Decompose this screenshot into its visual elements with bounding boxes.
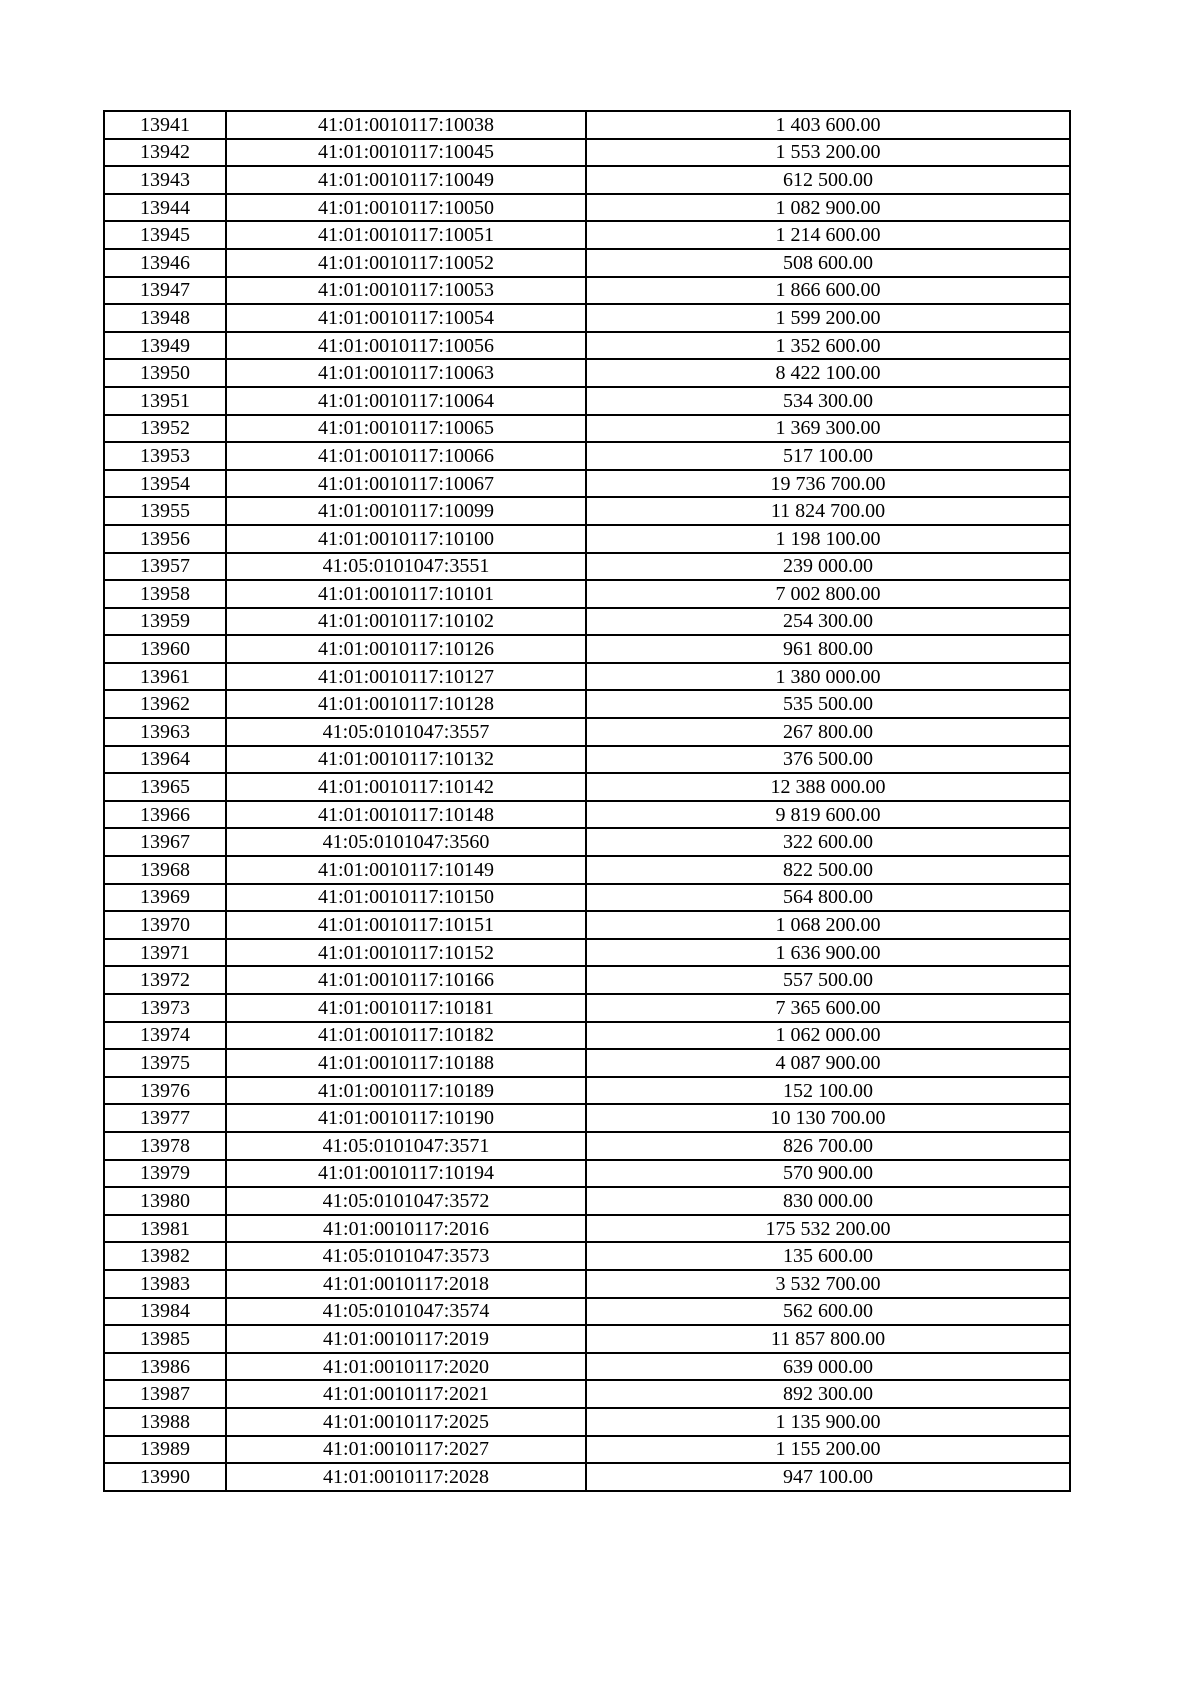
cadastral-number-cell: 41:01:0010117:10102	[226, 608, 586, 636]
value-cell: 557 500.00	[586, 966, 1070, 994]
value-cell: 1 636 900.00	[586, 939, 1070, 967]
row-number-cell: 13974	[104, 1022, 226, 1050]
cadastral-number-cell: 41:05:0101047:3551	[226, 553, 586, 581]
value-cell: 10 130 700.00	[586, 1104, 1070, 1132]
cadastral-number-cell: 41:01:0010117:10148	[226, 801, 586, 829]
table-row	[104, 1298, 1070, 1326]
value-cell: 1 082 900.00	[586, 194, 1070, 222]
table-row	[104, 690, 1070, 718]
cadastral-number-cell: 41:01:0010117:2018	[226, 1270, 586, 1298]
value-cell: 1 214 600.00	[586, 221, 1070, 249]
table-row	[104, 1187, 1070, 1215]
table-row	[104, 1436, 1070, 1464]
row-number-cell: 13948	[104, 304, 226, 332]
value-cell: 822 500.00	[586, 856, 1070, 884]
cadastral-number-cell: 41:01:0010117:10049	[226, 166, 586, 194]
cadastral-number-cell: 41:01:0010117:10126	[226, 635, 586, 663]
value-cell: 11 857 800.00	[586, 1325, 1070, 1353]
cadastral-number-cell: 41:01:0010117:10052	[226, 249, 586, 277]
row-number-cell: 13990	[104, 1463, 226, 1491]
table-row	[104, 663, 1070, 691]
row-number-cell: 13981	[104, 1215, 226, 1243]
value-cell: 830 000.00	[586, 1187, 1070, 1215]
cadastral-number-cell: 41:01:0010117:2020	[226, 1353, 586, 1381]
row-number-cell: 13977	[104, 1104, 226, 1132]
value-cell: 1 866 600.00	[586, 277, 1070, 305]
cadastral-number-cell: 41:01:0010117:2027	[226, 1436, 586, 1464]
value-cell: 3 532 700.00	[586, 1270, 1070, 1298]
table-row	[104, 1408, 1070, 1436]
cadastral-number-cell: 41:01:0010117:10050	[226, 194, 586, 222]
row-number-cell: 13970	[104, 911, 226, 939]
cadastral-number-cell: 41:01:0010117:10182	[226, 1022, 586, 1050]
row-number-cell: 13966	[104, 801, 226, 829]
value-cell: 508 600.00	[586, 249, 1070, 277]
table-row	[104, 249, 1070, 277]
row-number-cell: 13980	[104, 1187, 226, 1215]
row-number-cell: 13968	[104, 856, 226, 884]
table-row	[104, 1353, 1070, 1381]
table-body	[104, 111, 1070, 1491]
value-cell: 1 068 200.00	[586, 911, 1070, 939]
row-number-cell: 13951	[104, 387, 226, 415]
table-row	[104, 304, 1070, 332]
row-number-cell: 13972	[104, 966, 226, 994]
cadastral-number-cell: 41:01:0010117:10132	[226, 746, 586, 774]
value-cell: 9 819 600.00	[586, 801, 1070, 829]
cadastral-number-cell: 41:01:0010117:10054	[226, 304, 586, 332]
table-row	[104, 1077, 1070, 1105]
table-row	[104, 1380, 1070, 1408]
table-row	[104, 773, 1070, 801]
cadastral-number-cell: 41:01:0010117:10064	[226, 387, 586, 415]
cadastral-number-cell: 41:01:0010117:10045	[226, 139, 586, 167]
row-number-cell: 13955	[104, 497, 226, 525]
row-number-cell: 13952	[104, 415, 226, 443]
cadastral-number-cell: 41:01:0010117:10056	[226, 332, 586, 360]
table-row	[104, 194, 1070, 222]
row-number-cell: 13947	[104, 277, 226, 305]
row-number-cell: 13956	[104, 525, 226, 553]
table-row	[104, 939, 1070, 967]
value-cell: 826 700.00	[586, 1132, 1070, 1160]
row-number-cell: 13944	[104, 194, 226, 222]
row-number-cell: 13945	[104, 221, 226, 249]
table-row	[104, 415, 1070, 443]
table-row	[104, 1132, 1070, 1160]
row-number-cell: 13971	[104, 939, 226, 967]
cadastral-number-cell: 41:05:0101047:3557	[226, 718, 586, 746]
row-number-cell: 13979	[104, 1160, 226, 1188]
value-cell: 961 800.00	[586, 635, 1070, 663]
row-number-cell: 13959	[104, 608, 226, 636]
value-cell: 612 500.00	[586, 166, 1070, 194]
row-number-cell: 13962	[104, 690, 226, 718]
table-row	[104, 166, 1070, 194]
table-row	[104, 911, 1070, 939]
value-cell: 8 422 100.00	[586, 359, 1070, 387]
cadastral-number-cell: 41:01:0010117:10066	[226, 442, 586, 470]
row-number-cell: 13961	[104, 663, 226, 691]
cadastral-number-cell: 41:01:0010117:10128	[226, 690, 586, 718]
value-cell: 7 365 600.00	[586, 994, 1070, 1022]
cadastral-number-cell: 41:01:0010117:10166	[226, 966, 586, 994]
value-cell: 1 155 200.00	[586, 1436, 1070, 1464]
table-row	[104, 277, 1070, 305]
cadastral-number-cell: 41:01:0010117:10188	[226, 1049, 586, 1077]
value-cell: 254 300.00	[586, 608, 1070, 636]
table-row	[104, 580, 1070, 608]
table-row	[104, 1325, 1070, 1353]
value-cell: 1 352 600.00	[586, 332, 1070, 360]
row-number-cell: 13983	[104, 1270, 226, 1298]
cadastral-number-cell: 41:01:0010117:10142	[226, 773, 586, 801]
value-cell: 19 736 700.00	[586, 470, 1070, 498]
value-cell: 534 300.00	[586, 387, 1070, 415]
value-cell: 12 388 000.00	[586, 773, 1070, 801]
row-number-cell: 13988	[104, 1408, 226, 1436]
table-row	[104, 718, 1070, 746]
cadastral-number-cell: 41:05:0101047:3571	[226, 1132, 586, 1160]
table-row	[104, 994, 1070, 1022]
row-number-cell: 13965	[104, 773, 226, 801]
row-number-cell: 13967	[104, 828, 226, 856]
cadastral-number-cell: 41:01:0010117:10190	[226, 1104, 586, 1132]
value-cell: 562 600.00	[586, 1298, 1070, 1326]
row-number-cell: 13986	[104, 1353, 226, 1381]
row-number-cell: 13989	[104, 1436, 226, 1464]
value-cell: 517 100.00	[586, 442, 1070, 470]
row-number-cell: 13987	[104, 1380, 226, 1408]
table-row	[104, 553, 1070, 581]
cadastral-number-cell: 41:01:0010117:10181	[226, 994, 586, 1022]
value-cell: 1 198 100.00	[586, 525, 1070, 553]
table-row	[104, 139, 1070, 167]
row-number-cell: 13950	[104, 359, 226, 387]
table-row	[104, 1022, 1070, 1050]
cadastral-number-cell: 41:01:0010117:10053	[226, 277, 586, 305]
cadastral-number-cell: 41:05:0101047:3560	[226, 828, 586, 856]
table-row	[104, 442, 1070, 470]
table-row	[104, 1463, 1070, 1491]
value-cell: 570 900.00	[586, 1160, 1070, 1188]
value-cell: 1 062 000.00	[586, 1022, 1070, 1050]
cadastral-number-cell: 41:01:0010117:10127	[226, 663, 586, 691]
row-number-cell: 13969	[104, 884, 226, 912]
cadastral-number-cell: 41:01:0010117:10038	[226, 111, 586, 139]
value-cell: 267 800.00	[586, 718, 1070, 746]
table-row	[104, 1270, 1070, 1298]
cadastral-number-cell: 41:01:0010117:10151	[226, 911, 586, 939]
row-number-cell: 13942	[104, 139, 226, 167]
value-cell: 639 000.00	[586, 1353, 1070, 1381]
value-cell: 1 135 900.00	[586, 1408, 1070, 1436]
cadastral-number-cell: 41:01:0010117:10063	[226, 359, 586, 387]
value-cell: 947 100.00	[586, 1463, 1070, 1491]
table-row	[104, 332, 1070, 360]
value-cell: 1 599 200.00	[586, 304, 1070, 332]
cadastral-number-cell: 41:01:0010117:2028	[226, 1463, 586, 1491]
table-row	[104, 801, 1070, 829]
value-cell: 7 002 800.00	[586, 580, 1070, 608]
cadastral-number-cell: 41:01:0010117:10100	[226, 525, 586, 553]
table-row	[104, 1104, 1070, 1132]
table-row	[104, 856, 1070, 884]
row-number-cell: 13982	[104, 1242, 226, 1270]
cadastral-number-cell: 41:01:0010117:10149	[226, 856, 586, 884]
cadastral-number-cell: 41:01:0010117:2016	[226, 1215, 586, 1243]
row-number-cell: 13960	[104, 635, 226, 663]
cadastral-number-cell: 41:01:0010117:10194	[226, 1160, 586, 1188]
row-number-cell: 13949	[104, 332, 226, 360]
value-cell: 535 500.00	[586, 690, 1070, 718]
cadastral-number-cell: 41:05:0101047:3572	[226, 1187, 586, 1215]
table-row	[104, 1160, 1070, 1188]
table-row	[104, 635, 1070, 663]
table-row	[104, 525, 1070, 553]
row-number-cell: 13975	[104, 1049, 226, 1077]
row-number-cell: 13973	[104, 994, 226, 1022]
row-number-cell: 13941	[104, 111, 226, 139]
table-row	[104, 608, 1070, 636]
value-cell: 152 100.00	[586, 1077, 1070, 1105]
row-number-cell: 13978	[104, 1132, 226, 1160]
value-cell: 1 553 200.00	[586, 139, 1070, 167]
cadastral-number-cell: 41:01:0010117:2019	[226, 1325, 586, 1353]
value-cell: 1 380 000.00	[586, 663, 1070, 691]
cadastral-number-cell: 41:01:0010117:10101	[226, 580, 586, 608]
cadastral-value-table	[103, 110, 1071, 1492]
table-row	[104, 746, 1070, 774]
cadastral-number-cell: 41:05:0101047:3573	[226, 1242, 586, 1270]
value-cell: 1 403 600.00	[586, 111, 1070, 139]
table-row	[104, 1215, 1070, 1243]
value-cell: 1 369 300.00	[586, 415, 1070, 443]
value-cell: 239 000.00	[586, 553, 1070, 581]
table-row	[104, 387, 1070, 415]
row-number-cell: 13957	[104, 553, 226, 581]
cadastral-number-cell: 41:01:0010117:10189	[226, 1077, 586, 1105]
table-row	[104, 966, 1070, 994]
cadastral-number-cell: 41:01:0010117:10065	[226, 415, 586, 443]
value-cell: 564 800.00	[586, 884, 1070, 912]
value-cell: 4 087 900.00	[586, 1049, 1070, 1077]
cadastral-number-cell: 41:01:0010117:10051	[226, 221, 586, 249]
cadastral-number-cell: 41:01:0010117:2021	[226, 1380, 586, 1408]
cadastral-number-cell: 41:01:0010117:10099	[226, 497, 586, 525]
row-number-cell: 13953	[104, 442, 226, 470]
table-row	[104, 221, 1070, 249]
value-cell: 175 532 200.00	[586, 1215, 1070, 1243]
row-number-cell: 13958	[104, 580, 226, 608]
row-number-cell: 13984	[104, 1298, 226, 1326]
value-cell: 322 600.00	[586, 828, 1070, 856]
cadastral-number-cell: 41:01:0010117:10067	[226, 470, 586, 498]
cadastral-number-cell: 41:01:0010117:2025	[226, 1408, 586, 1436]
table-row	[104, 1242, 1070, 1270]
table-row	[104, 828, 1070, 856]
row-number-cell: 13964	[104, 746, 226, 774]
row-number-cell: 13985	[104, 1325, 226, 1353]
value-cell: 376 500.00	[586, 746, 1070, 774]
table-row	[104, 497, 1070, 525]
cadastral-number-cell: 41:01:0010117:10150	[226, 884, 586, 912]
row-number-cell: 13963	[104, 718, 226, 746]
row-number-cell: 13943	[104, 166, 226, 194]
table-row	[104, 359, 1070, 387]
row-number-cell: 13954	[104, 470, 226, 498]
value-cell: 892 300.00	[586, 1380, 1070, 1408]
row-number-cell: 13946	[104, 249, 226, 277]
table-row	[104, 1049, 1070, 1077]
value-cell: 135 600.00	[586, 1242, 1070, 1270]
cadastral-number-cell: 41:01:0010117:10152	[226, 939, 586, 967]
value-cell: 11 824 700.00	[586, 497, 1070, 525]
table-row	[104, 884, 1070, 912]
table-row	[104, 470, 1070, 498]
table-row	[104, 111, 1070, 139]
cadastral-number-cell: 41:05:0101047:3574	[226, 1298, 586, 1326]
row-number-cell: 13976	[104, 1077, 226, 1105]
